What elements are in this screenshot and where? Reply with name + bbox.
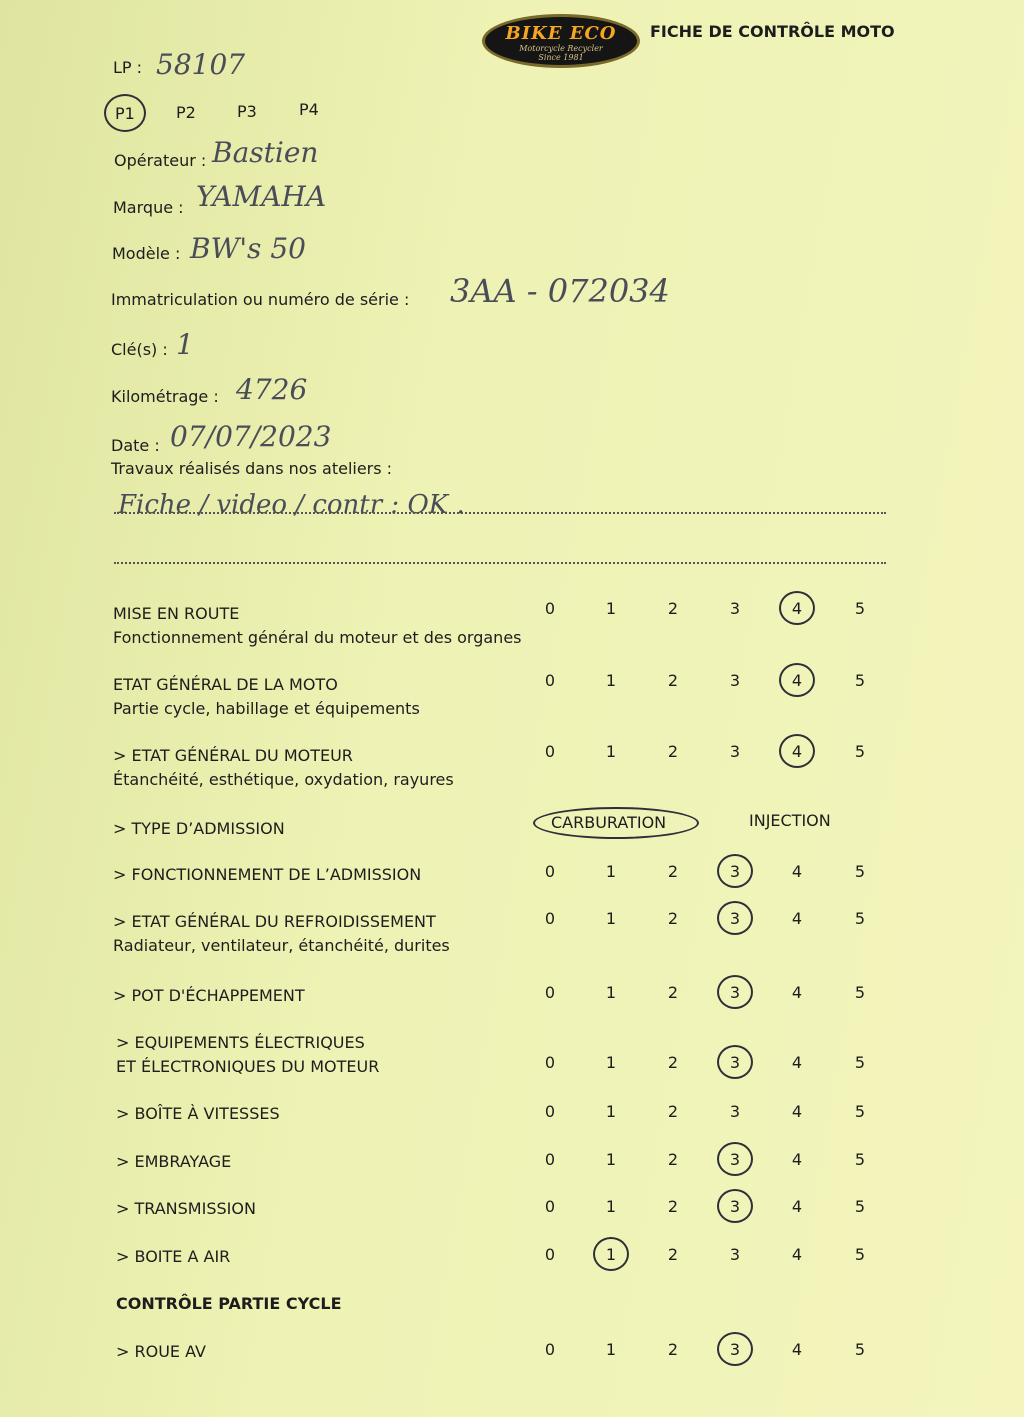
score-4: 4	[791, 1053, 803, 1072]
bike-eco-logo	[482, 14, 640, 68]
cles-value: 1	[176, 328, 194, 361]
score-1: 1	[605, 1053, 617, 1072]
travaux-line-2	[114, 562, 886, 564]
score-5: 5	[854, 1245, 866, 1264]
marque-label: Marque :	[113, 198, 184, 217]
selected-score-circle	[717, 1332, 753, 1366]
score-2: 2	[667, 1340, 679, 1359]
score-3: 3	[729, 862, 741, 881]
row-sublabel: Radiateur, ventilateur, étanchéité, durites	[113, 936, 450, 955]
score-3: 3	[729, 1340, 741, 1359]
kilometrage-label: Kilométrage :	[111, 387, 219, 406]
p-option-1: P1	[115, 104, 135, 123]
score-5: 5	[854, 1053, 866, 1072]
score-4: 4	[791, 983, 803, 1002]
score-4: 4	[791, 1197, 803, 1216]
operateur-value: Bastien	[212, 136, 319, 169]
score-3: 3	[729, 1150, 741, 1169]
row-label: > TRANSMISSION	[116, 1199, 256, 1218]
score-0: 0	[544, 1340, 556, 1359]
score-1: 1	[605, 1197, 617, 1216]
admission-option-carburation: CARBURATION	[551, 813, 667, 832]
selected-score-circle	[717, 975, 753, 1009]
selected-score-circle	[717, 854, 753, 888]
score-3: 3	[729, 599, 741, 618]
score-4: 4	[791, 742, 803, 761]
score-1: 1	[605, 862, 617, 881]
p-option-4: P4	[299, 100, 319, 119]
score-0: 0	[544, 1102, 556, 1121]
admission-selected-circle	[533, 807, 699, 839]
selected-score-circle	[717, 1045, 753, 1079]
score-2: 2	[667, 599, 679, 618]
score-2: 2	[667, 909, 679, 928]
row-sublabel: Fonctionnement général du moteur et des organes	[113, 628, 522, 647]
row-label: > ETAT GÉNÉRAL DU MOTEUR	[113, 746, 353, 765]
score-4: 4	[791, 1150, 803, 1169]
row-label: > FONCTIONNEMENT DE L’ADMISSION	[113, 865, 422, 884]
score-1: 1	[605, 909, 617, 928]
score-0: 0	[544, 909, 556, 928]
operateur-label: Opérateur :	[114, 151, 207, 170]
row-sublabel: Étanchéité, esthétique, oxydation, rayures	[113, 770, 454, 789]
row-sublabel: Partie cycle, habillage et équipements	[113, 699, 420, 718]
score-2: 2	[667, 1245, 679, 1264]
row-label: MISE EN ROUTE	[113, 604, 240, 623]
row-label: ETAT GÉNÉRAL DE LA MOTO	[113, 675, 338, 694]
score-1: 1	[605, 983, 617, 1002]
modele-label: Modèle :	[112, 244, 181, 263]
selected-score-circle	[717, 1189, 753, 1223]
score-3: 3	[729, 1053, 741, 1072]
score-1: 1	[605, 1102, 617, 1121]
score-4: 4	[791, 1102, 803, 1121]
score-2: 2	[667, 742, 679, 761]
score-5: 5	[854, 742, 866, 761]
p-option-2: P2	[176, 103, 196, 122]
score-4: 4	[791, 909, 803, 928]
logo-tagline-2: Since 1981	[538, 53, 584, 62]
selected-score-circle	[717, 1142, 753, 1176]
score-3: 3	[729, 1102, 741, 1121]
score-0: 0	[544, 742, 556, 761]
selected-score-circle	[593, 1237, 629, 1271]
score-0: 0	[544, 983, 556, 1002]
cles-label: Clé(s) :	[111, 340, 168, 359]
p-option-3: P3	[237, 102, 257, 121]
score-3: 3	[729, 1197, 741, 1216]
score-1: 1	[605, 599, 617, 618]
score-0: 0	[544, 599, 556, 618]
score-5: 5	[854, 983, 866, 1002]
kilometrage-value: 4726	[236, 373, 308, 406]
row-label: > EMBRAYAGE	[116, 1152, 232, 1171]
selected-score-circle	[779, 591, 815, 625]
row-label: > EQUIPEMENTS ÉLECTRIQUES	[116, 1033, 365, 1052]
document-title: FICHE DE CONTRÔLE MOTO	[650, 22, 895, 41]
score-5: 5	[854, 671, 866, 690]
travaux-value: Fiche / video / contr : OK .	[118, 490, 465, 520]
lp-value: 58107	[156, 48, 246, 81]
score-3: 3	[729, 983, 741, 1002]
score-0: 0	[544, 1150, 556, 1169]
row-label: > BOITE A AIR	[116, 1247, 231, 1266]
score-2: 2	[667, 1150, 679, 1169]
travaux-line-1	[114, 512, 886, 514]
score-5: 5	[854, 1197, 866, 1216]
score-3: 3	[729, 671, 741, 690]
score-1: 1	[605, 1150, 617, 1169]
score-3: 3	[729, 742, 741, 761]
score-0: 0	[544, 1053, 556, 1072]
score-2: 2	[667, 1197, 679, 1216]
score-0: 0	[544, 862, 556, 881]
immatriculation-value: 3AA - 072034	[450, 272, 670, 310]
logo-tagline-1: Motorcycle Recycler	[519, 44, 603, 53]
score-5: 5	[854, 1102, 866, 1121]
score-0: 0	[544, 1197, 556, 1216]
score-4: 4	[791, 1340, 803, 1359]
modele-value: BW's 50	[190, 232, 306, 265]
admission-option-injection: INJECTION	[749, 811, 831, 830]
score-2: 2	[667, 862, 679, 881]
score-1: 1	[605, 671, 617, 690]
score-4: 4	[791, 862, 803, 881]
row-label: > TYPE D’ADMISSION	[113, 819, 285, 838]
score-5: 5	[854, 1150, 866, 1169]
score-5: 5	[854, 909, 866, 928]
travaux-label: Travaux réalisés dans nos ateliers :	[111, 459, 393, 478]
section-title: CONTRÔLE PARTIE CYCLE	[116, 1294, 342, 1313]
score-2: 2	[667, 983, 679, 1002]
row-label: > POT D'ÉCHAPPEMENT	[113, 986, 305, 1005]
score-4: 4	[791, 599, 803, 618]
lp-label: LP :	[113, 58, 143, 77]
score-1: 1	[605, 1245, 617, 1264]
score-2: 2	[667, 671, 679, 690]
immatriculation-label: Immatriculation ou numéro de série :	[111, 290, 410, 309]
score-0: 0	[544, 1245, 556, 1264]
score-5: 5	[854, 862, 866, 881]
score-3: 3	[729, 1245, 741, 1264]
row-label: > BOÎTE À VITESSES	[116, 1104, 280, 1123]
score-2: 2	[667, 1053, 679, 1072]
score-1: 1	[605, 1340, 617, 1359]
row-label: > ETAT GÉNÉRAL DU REFROIDISSEMENT	[113, 912, 436, 931]
score-2: 2	[667, 1102, 679, 1121]
score-4: 4	[791, 1245, 803, 1264]
date-value: 07/07/2023	[170, 420, 332, 453]
row-label: > ROUE AV	[116, 1342, 206, 1361]
score-1: 1	[605, 742, 617, 761]
score-5: 5	[854, 599, 866, 618]
logo-name: BIKE ECO	[505, 23, 617, 44]
score-0: 0	[544, 671, 556, 690]
score-3: 3	[729, 909, 741, 928]
selected-score-circle	[779, 663, 815, 697]
row-sublabel: ET ÉLECTRONIQUES DU MOTEUR	[116, 1057, 380, 1076]
score-4: 4	[791, 671, 803, 690]
score-5: 5	[854, 1340, 866, 1359]
date-label: Date :	[111, 436, 160, 455]
selected-score-circle	[779, 734, 815, 768]
selected-score-circle	[717, 901, 753, 935]
marque-value: YAMAHA	[196, 180, 327, 213]
